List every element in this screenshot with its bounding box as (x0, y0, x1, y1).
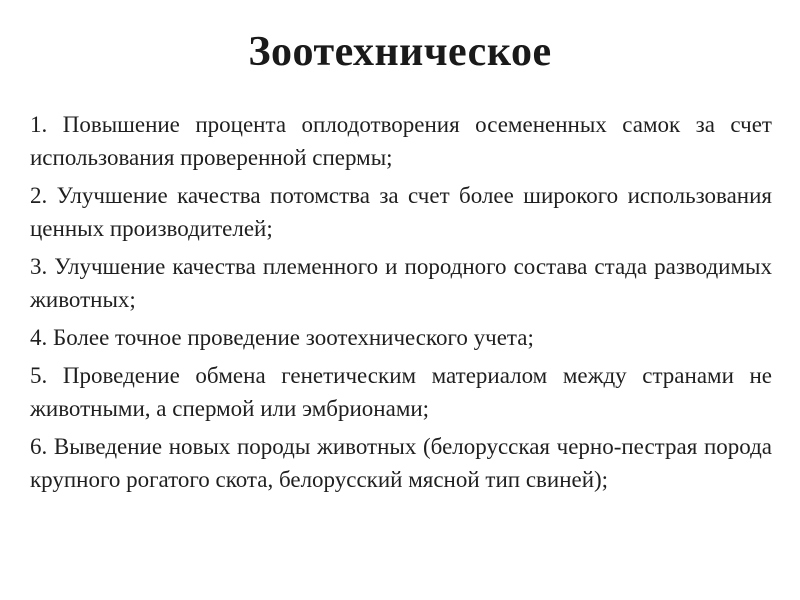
list-item: 2. Улучшение качества потомства за счет более широкого использования ценных производителей; (30, 183, 772, 241)
slide-title: Зоотехническое (248, 29, 552, 75)
list-item: 1. Повышение процента оплодотворения осемененных самок за счет использования проверенной спермы; (30, 112, 772, 170)
list-item: 3. Улучшение качества племенного и породного состава стада разводимых животных; (30, 254, 772, 312)
list-item: 4. Более точное проведение зоотехнического учета; (30, 325, 534, 350)
list-item: 5. Проведение обмена генетическим материалом между странами не животными, а спермой или эмбрионами; (30, 363, 772, 421)
list-item: 6. Выведение новых породы животных (белорусская черно-пестрая порода крупного рогатого скота, белорусский мясной тип свиней); (30, 434, 772, 492)
benefits-list (30, 108, 772, 501)
